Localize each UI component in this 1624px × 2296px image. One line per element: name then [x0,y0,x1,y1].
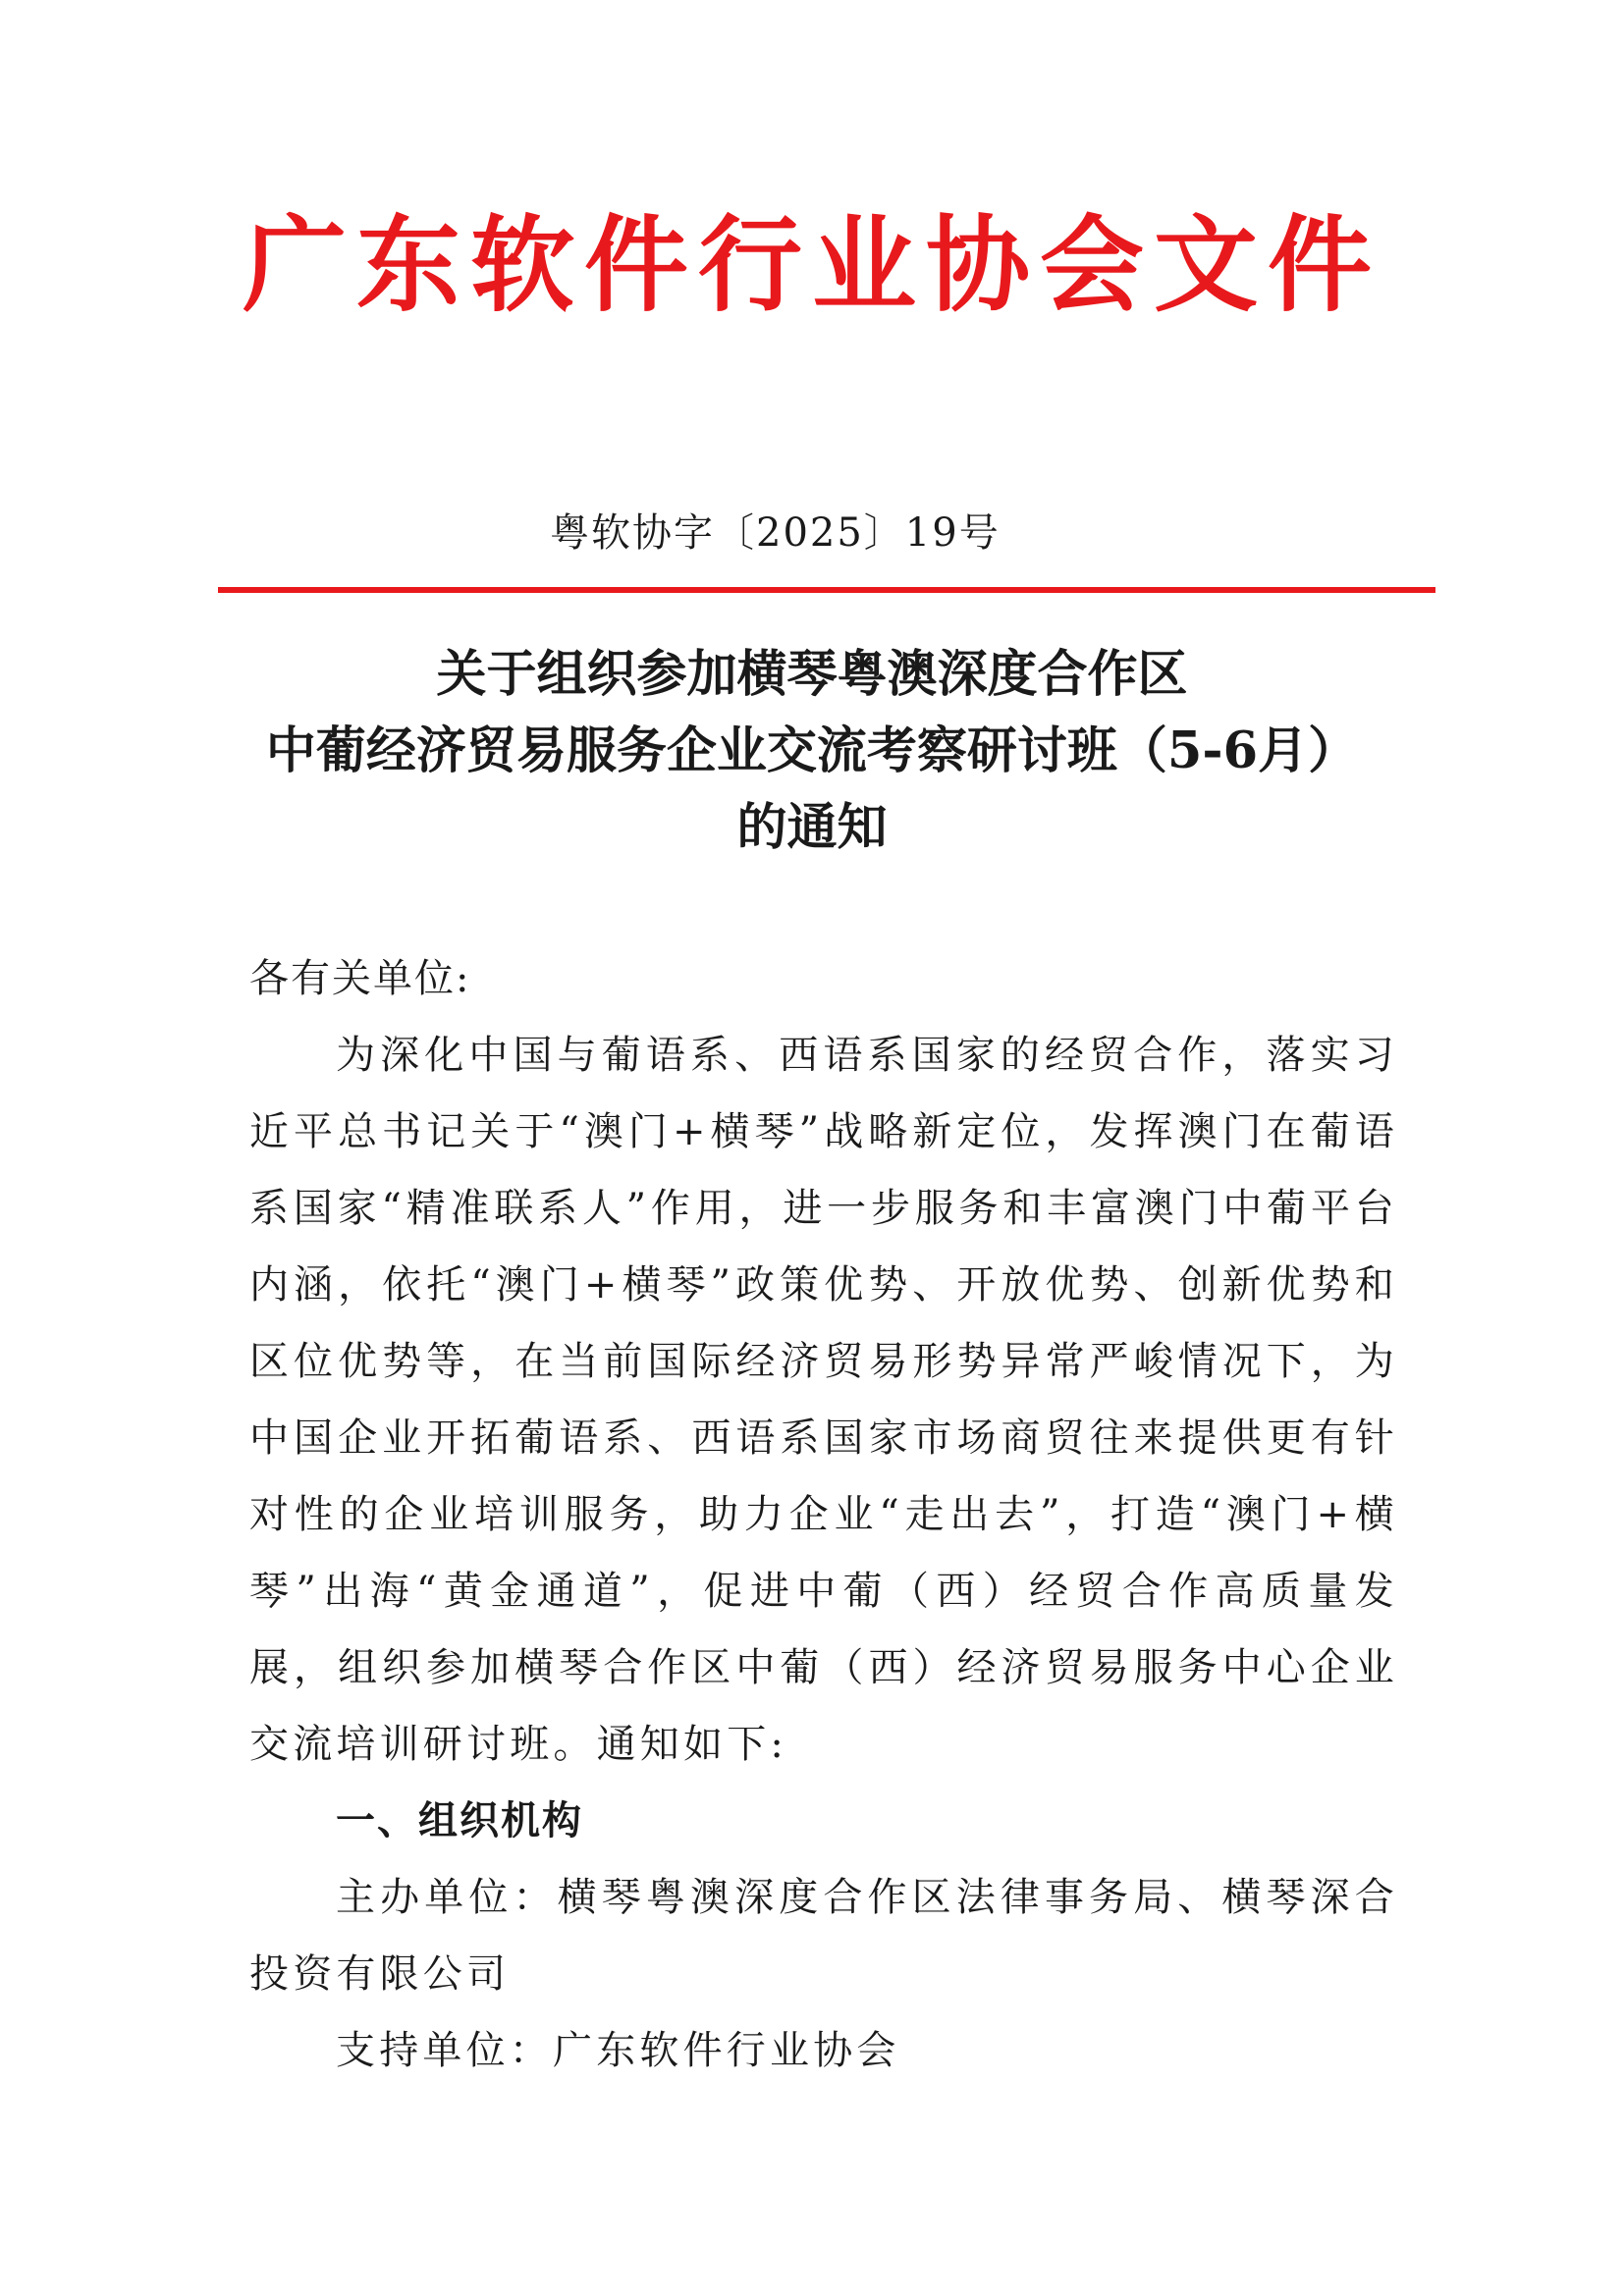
document-number: 粤软协字〔2025〕19号 [550,510,1001,556]
red-divider [218,587,1435,593]
title-line-2: 中葡经济贸易服务企业交流考察研讨班（5-6月） [265,721,1359,780]
salutation: 各有关单位: [249,956,471,1001]
notice-body [249,940,1398,2089]
masthead: 广东软件行业协会文件 [243,203,1381,326]
notice-title [147,636,1477,866]
host-organizer: 主办单位：横琴粤澳深度合作区法律事务局、横琴深合投资有限公司 [249,1875,1398,1997]
title-line-1: 关于组织参加横琴粤澳深度合作区 [436,645,1188,704]
title-line-3: 的通知 [736,798,888,857]
intro-paragraph: 为深化中国与葡语系、西语系国家的经贸合作，落实习近平总书记关于“澳门+横琴”战略新定位，发挥澳门在葡语系国家“精准联系人”作用，进一步服务和丰富澳门中葡平台内涵，依托“澳门+横琴”政策优势、开放优势、创新优势和区位优势等，在当前国际经济贸易形势异常严峻情况下，为中国企业开拓葡语系、西语系国家市场商贸往来提供更有针对性的企业培训服务，助力企业“走出去”，打造“澳门+横琴”出海“黄金通道”，促进中葡（西）经贸合作高质量发展，组织参加横琴合作区中葡（西）经济贸易服务中心企业交流培训研讨班。通知如下: [249,1033,1398,1767]
supporting-organizer: 支持单位：广东软件行业协会 [336,2028,900,2073]
section-1-heading: 一、组织机构 [336,1797,583,1843]
